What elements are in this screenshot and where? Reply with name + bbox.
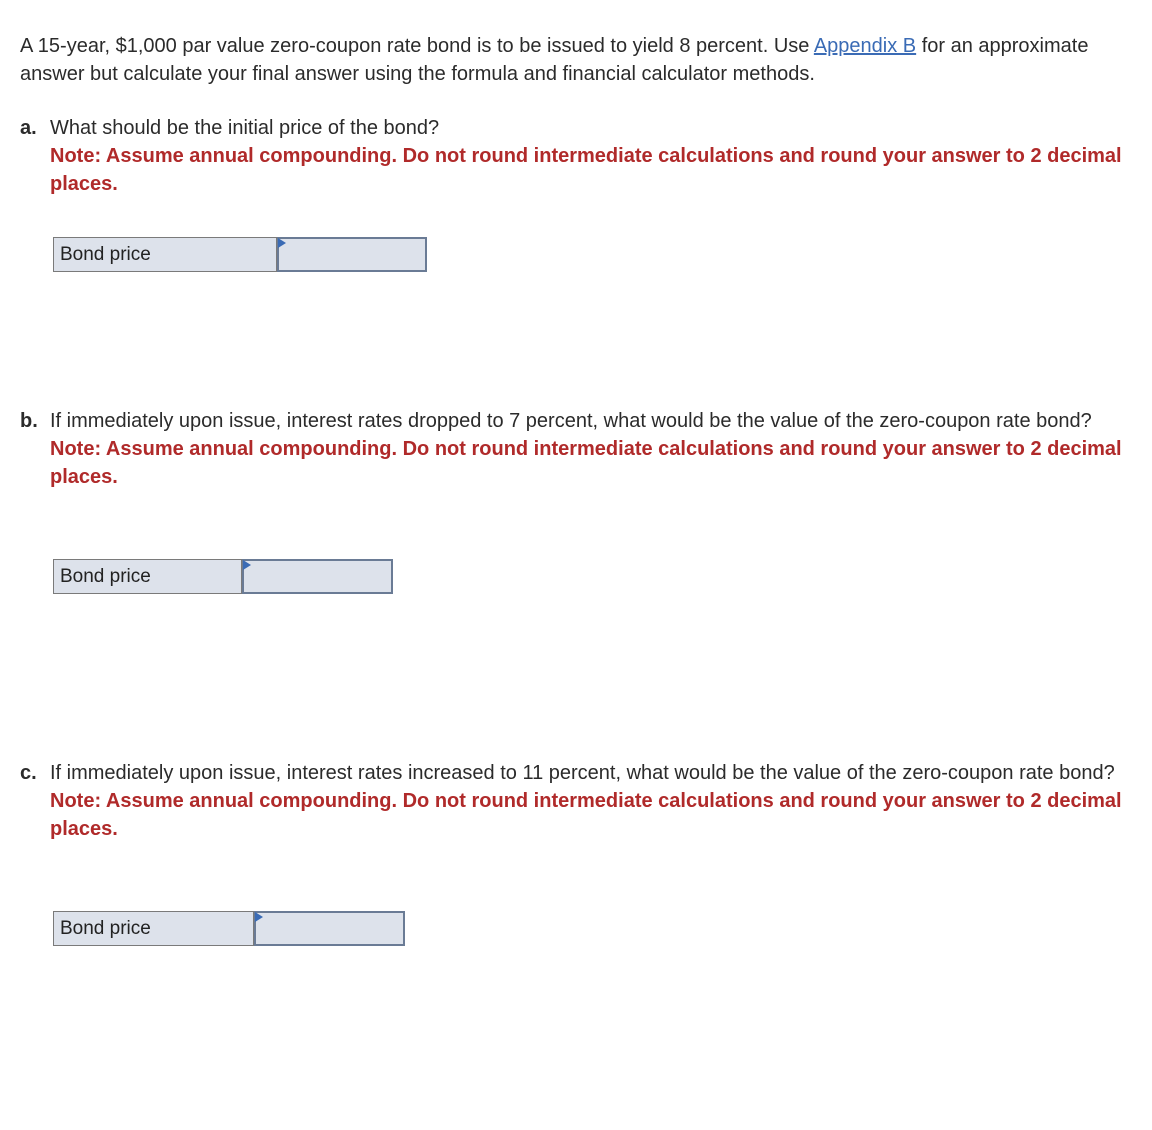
question-a-text: What should be the initial price of the bond? — [50, 117, 440, 139]
question-c-letter: c. — [20, 762, 37, 784]
answer-b-label: Bond price — [53, 559, 242, 594]
answer-c — [53, 911, 405, 946]
intro-text-start: A 15-year, $1,000 par value zero-coupon rate bond is to be issued to yield 8 percent. Use — [20, 35, 814, 57]
answer-a-label: Bond price — [53, 237, 277, 272]
input-flag-icon — [243, 560, 251, 570]
question-a — [20, 114, 1135, 198]
answer-a-field[interactable] — [277, 237, 427, 272]
answer-b — [53, 559, 393, 594]
intro-text-end: for an approximate answer but calculate your final answer using the formula and financial calculator methods. — [20, 35, 1089, 85]
question-c — [20, 759, 1135, 843]
appendix-b-link[interactable]: Appendix B — [813, 35, 917, 57]
question-b-note: Note: Assume annual compounding. Do not round intermediate calculations and round your answer to 2 decimal places. — [50, 438, 1122, 488]
answer-a — [53, 237, 427, 272]
problem-statement — [20, 32, 1135, 88]
answer-c-label: Bond price — [53, 911, 254, 946]
input-flag-icon — [278, 238, 286, 248]
question-a-note: Note: Assume annual compounding. Do not round intermediate calculations and round your answer to 2 decimal places. — [50, 145, 1122, 195]
question-b-letter: b. — [20, 410, 38, 432]
input-flag-icon — [255, 912, 263, 922]
question-b-text: If immediately upon issue, interest rates dropped to 7 percent, what would be the value of the zero-coupon rate bond? — [50, 410, 1092, 432]
question-c-note: Note: Assume annual compounding. Do not round intermediate calculations and round your answer to 2 decimal places. — [50, 790, 1122, 840]
answer-b-input[interactable] — [244, 561, 391, 592]
question-b — [20, 407, 1135, 491]
answer-a-input[interactable] — [279, 239, 425, 270]
answer-c-input[interactable] — [256, 913, 403, 944]
answer-b-field[interactable] — [242, 559, 393, 594]
question-a-letter: a. — [20, 117, 37, 139]
question-c-text: If immediately upon issue, interest rates increased to 11 percent, what would be the value of the zero-coupon rate bond? — [50, 762, 1115, 784]
answer-c-field[interactable] — [254, 911, 405, 946]
